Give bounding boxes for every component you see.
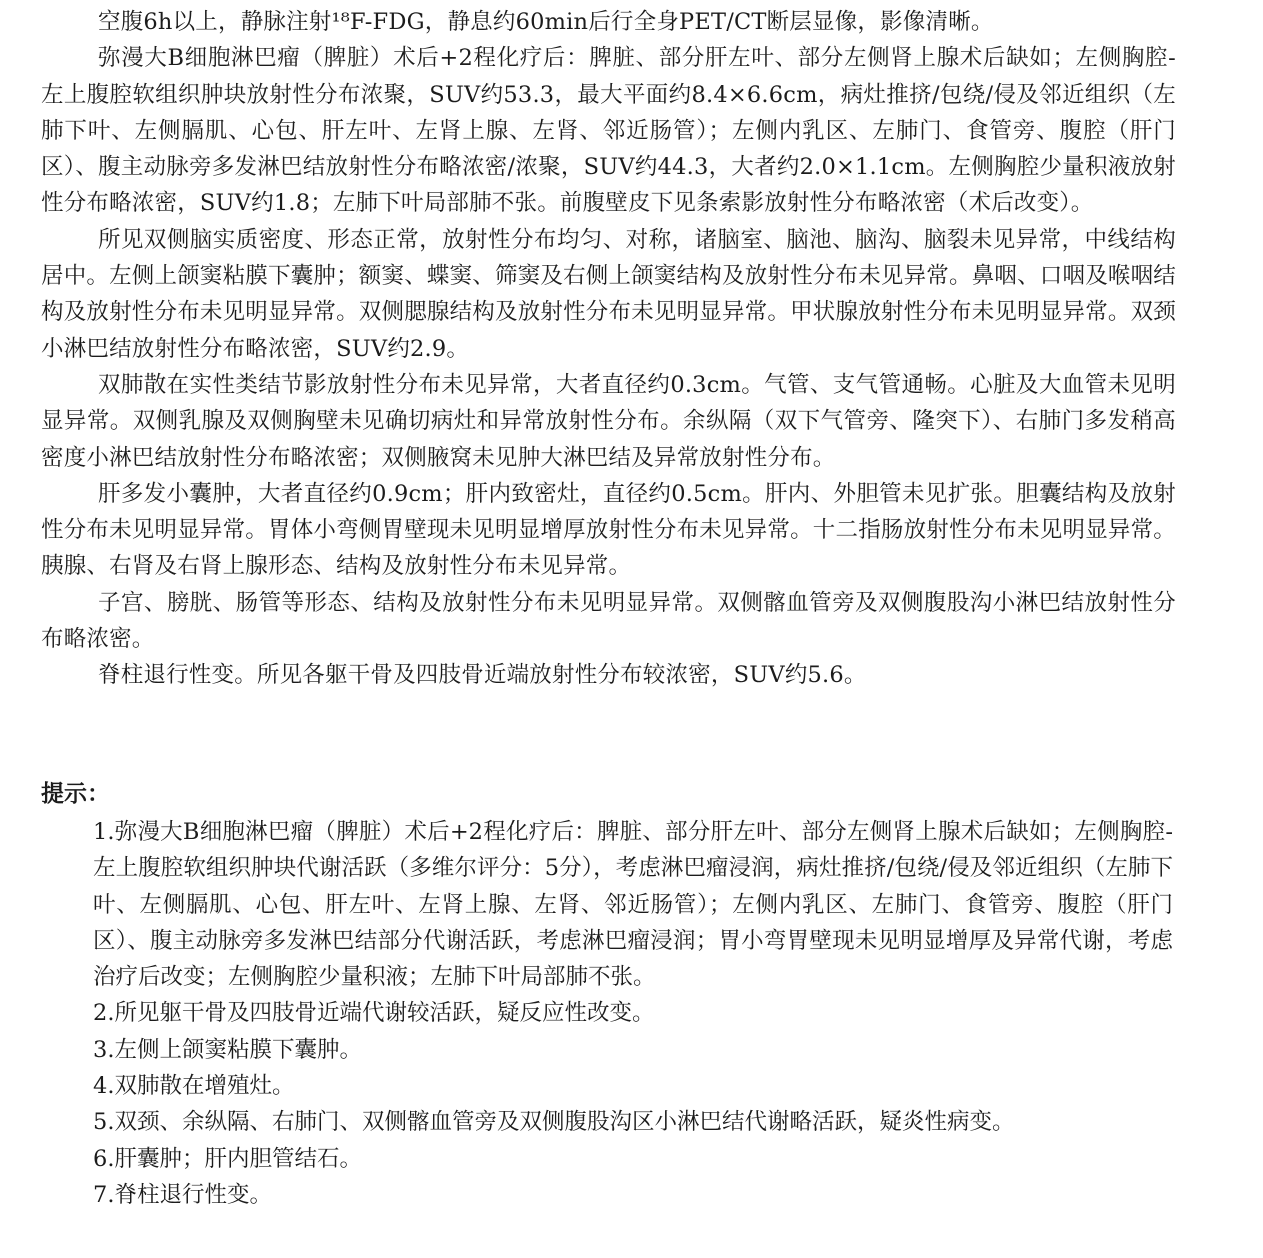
findings-paragraph-pelvis: 子宫、膀胱、肠管等形态、结构及放射性分布未见明显异常。双侧髂血管旁及双侧腹股沟小淋巴结放射性分布略浓密。	[41, 589, 1176, 653]
impression-heading: 提示：	[41, 781, 110, 807]
impression-item: 1.弥漫大B细胞淋巴瘤（脾脏）术后+2程化疗后：脾脏、部分肝左叶、部分左侧肾上腺术后缺如；左侧胸腔-左上腹腔软组织肿块代谢活跃（多维尔评分：5分），考虑淋巴瘤浸润，病灶推挤/包绕/侵及邻近组织（左肺下叶、左侧膈肌、心包、肝左叶、左肾上腺、左肾、邻近肠管）；左侧内乳区、左肺门、食管旁、腹腔（肝门区）、腹主动脉旁多发淋巴结部分代谢活跃，考虑淋巴瘤浸润；胃小弯胃壁现未见明显增厚及异常代谢，考虑治疗后改变；左侧胸腔少量积液；左肺下叶局部肺不张。	[93, 819, 1173, 991]
impression-item: 6.肝囊肿；肝内胆管结石。	[93, 1145, 362, 1172]
findings-paragraph-bone: 脊柱退行性变。所见各躯干骨及四肢骨近端放射性分布较浓密，SUV约5.6。	[98, 662, 867, 689]
impression-list	[93, 814, 1173, 1213]
findings-paragraph-technique: 空腹6h以上，静脉注射¹⁸F-FDG，静息约60min后行全身PET/CT断层显像，影像清晰。	[98, 9, 994, 35]
impression-item: 4.双肺散在增殖灶。	[93, 1073, 295, 1100]
impression-item: 2.所见躯干骨及四肢骨近端代谢较活跃，疑反应性改变。	[93, 1000, 655, 1027]
impression-item: 7.脊柱退行性变。	[93, 1181, 272, 1208]
findings-paragraph-chest: 双肺散在实性类结节影放射性分布未见异常，大者直径约0.3cm。气管、支气管通畅。心脏及大血管未见明显异常。双侧乳腺及双侧胸壁未见确切病灶和异常放射性分布。余纵隔（双下气管旁、隆突下）、右肺门多发稍高密度小淋巴结放射性分布略浓密；双侧腋窝未见肿大淋巴结及异常放射性分布。	[41, 371, 1176, 471]
impression-item: 5.双颈、余纵隔、右肺门、双侧髂血管旁及双侧腹股沟区小淋巴结代谢略活跃，疑炎性病变。	[93, 1109, 1015, 1136]
impression-item: 3.左侧上颌窦粘膜下囊肿。	[93, 1036, 362, 1063]
findings-paragraph-head-neck: 所见双侧脑实质密度、形态正常，放射性分布均匀、对称，诸脑室、脑池、脑沟、脑裂未见异常，中线结构居中。左侧上颌窦粘膜下囊肿；额窦、蝶窦、筛窦及右侧上颌窦结构及放射性分布未见异常。鼻咽、口咽及喉咽结构及放射性分布未见明显异常。双侧腮腺结构及放射性分布未见明显异常。甲状腺放射性分布未见明显异常。双颈小淋巴结放射性分布略浓密，SUV约2.9。	[41, 226, 1177, 362]
findings-paragraph-lymphoma: 弥漫大B细胞淋巴瘤（脾脏）术后+2程化疗后：脾脏、部分肝左叶、部分左侧肾上腺术后缺如；左侧胸腔-左上腹腔软组织肿块放射性分布浓聚，SUV约53.3，最大平面约8.4×6.6cm，病灶推挤/包绕/侵及邻近组织（左肺下叶、左侧膈肌、心包、肝左叶、左肾上腺、左肾、邻近肠管）；左侧内乳区、左肺门、食管旁、腹腔（肝门区）、腹主动脉旁多发淋巴结放射性分布略浓密/浓聚，SUV约44.3，大者约2.0×1.1cm。左侧胸腔少量积液放射性分布略浓密，SUV约1.8；左肺下叶局部肺不张。前腹壁皮下见条索影放射性分布略浓密（术后改变）。	[41, 45, 1176, 217]
findings-section	[41, 4, 1176, 694]
findings-paragraph-abdomen: 肝多发小囊肿，大者直径约0.9cm；肝内致密灶，直径约0.5cm。肝内、外胆管未见扩张。胆囊结构及放射性分布未见明显异常。胃体小弯侧胃壁现未见明显增厚放射性分布未见异常。十二指肠放射性分布未见明显异常。胰腺、右肾及右肾上腺形态、结构及放射性分布未见异常。	[41, 480, 1177, 580]
